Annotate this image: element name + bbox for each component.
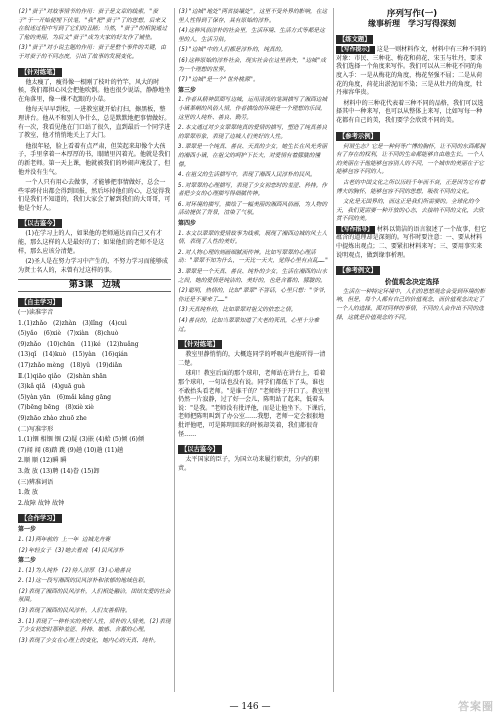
section-tag: 【以古鉴今】 <box>178 445 222 454</box>
section-tag: 【自主学习】 <box>18 298 62 307</box>
answer-list <box>178 8 330 85</box>
answer-line: (7)闻 闻 (8)踏 跳 (9)趟 (10)趟 (11)趟 <box>18 446 124 454</box>
section-tag: 【以古鉴今】 <box>18 219 62 228</box>
answer-line: 3.翠翠是一个纯真、善良、天真的少女，她生长在风光秀丽的湘西小镇，在祖父的呵护下长大，对爱情有着朦胧的憧憬。 <box>178 144 328 168</box>
paragraph: 材料以简洁的语言叙述了一个故事，但它蕴含的道理却是深刻的。写作时要注意：一、要从材料中提炼出观点；二、要紧扣材料来写；三、要用事实来说明观点，做到缘事析理。 <box>336 225 487 259</box>
section-tag: 【针对练笔】 <box>18 68 62 77</box>
answer-list <box>18 536 171 555</box>
answer-line: (4)这种风俗淳朴的社会里，生活环境、生活方式等都是这里的人，生活习俗。 <box>178 28 325 43</box>
paragraph: (2)圣人是在努力学习中产生的，不努力学习而能够成为贤士名人的，未曾有过这样的事。 <box>18 258 169 274</box>
essay-title: 价值观念决定选择 <box>384 278 440 287</box>
answer-line: 3.翠翠是一个天真、善良、纯朴的少女，生活在湘西的山水之间，她的爱情是纯洁的、美好的，也是含蓄的、朦胧的。 <box>178 269 328 284</box>
section-tag: 【参考示例】 <box>336 132 380 141</box>
answer-line: 1.(1)两年前的 上一年 边城龙舟赛 <box>18 536 111 543</box>
answer-line: (一)读准字音 <box>18 309 54 317</box>
answer-text: (2)"蚕子"对故事情节的作用：蚕子是文章的线索，"蚕子"于一开始便埋下伏笔，"我"把"蚕子"了的思想，后来又在叙述过程中写到了它们的丑陋；当然，"蚕子"的相貌通过了他的美丽，为后文"蚕子"成为大家的好友作了铺垫。 <box>18 9 168 41</box>
answer-line: (3)表现了少女在心理上的变化，她内心的天真、纯朴。 <box>18 637 160 644</box>
column-right <box>336 8 488 696</box>
answer-line: (3)天真纯朴的，比如翠翠对祖父的依恋之情。 <box>178 307 297 314</box>
answer-line: 1.作者从精神层面写边城，运用清淡的笔调描写了湘西边城小镇茶峒的风俗人情，作者描绘的环境是一个理想的乐园，这里的人纯朴、善良、勤劳。 <box>178 97 328 121</box>
answer-line: (二)写准字形 <box>18 425 54 433</box>
paragraph: 他每天早早到校，一进教室就开始打扫，擦黑板，整理讲台。他从不和别人争什么，总是默默地把事情做好。有一次，我看见他在门口站了很久，直到最后一个同学进了教室，他才悄悄地关上了大门。 <box>18 106 171 140</box>
answer-line: 4.在祖父的生活描写中，表现了湘西人民淳朴的民风。 <box>178 172 316 179</box>
section-tag: 【合作学习】 <box>18 514 62 523</box>
paragraph: 他很年轻，脸上看着有点严肃，但笑起来却像个大孩子，手里拿着一本厚厚的书，眼睛里闪着光。他就是我们的新老师。第一天上课，他就被我们的吵闹声淹没了，但他并没有生气。 <box>18 142 171 176</box>
answer-line: (13)qǐ (14)kuò (15)yàn (16)qián <box>18 351 128 359</box>
step-heading: 第二步 <box>18 557 37 565</box>
answer-line: (6)这种原始的淳朴社会，现实社会在这里消失，"边城"成为一个理想的世界。 <box>178 57 326 73</box>
answer-line: (2)年轻女子 (3)她去看戏 (4)民风淳朴 <box>18 547 124 554</box>
paragraph: 他太瘦了，瘦得像一根刚了枝叶的竹竿，风大的时候，我们都担心风会把他吹倒。他也很少说话，静静地坐在角落里，像一棵不起眼的小草。 <box>18 78 171 103</box>
answer-line: 2.对人物心理的刻画细腻而传神。比如写翠翠的心理活动："翠翠不知为什么，一天比一天大，觉得心里有点乱……" <box>178 249 329 265</box>
answer-line: (17)zhǎo mèng (18)yǔ (19)diǎn <box>18 362 123 369</box>
answer-line: 1.(1)锢 相锢 锢 (2)疑 (3)嵌 (4)蛤 (5)倾 (6)倾 <box>18 436 145 444</box>
paragraph: 太平国家的臣子，为国立功来履行职责，分内的职责。 <box>178 456 320 472</box>
answer-line: 2.故障 故钟 故钟 <box>18 499 65 507</box>
answer-line: (5)"边城"中的人们都是淳朴的，纯真的。 <box>178 47 287 54</box>
answer-line: 3.(1)表现了一种朴实的美好人性，质朴的人情美。(2)表现了少女初恋时那种羞涩、矜持、敏感、含蓄的心理。 <box>18 618 171 634</box>
answer-line: (三)辨准词语 <box>18 478 54 486</box>
column-divider <box>174 8 175 692</box>
answer-list <box>18 309 171 508</box>
paragraph: 材料中的三种花代表着三种不同的品格，我们可以选择其中一种来写，也可以从整体上来写，比如写每一种花都有自己的美，我们要学会欣赏不同的美。 <box>336 99 484 124</box>
inline-tag: 【写作指导】 <box>338 226 373 233</box>
answer-line: 1.(1)为人纯朴 (2)待人淳厚 (3)心地善良 <box>18 567 131 574</box>
answer-line: (2)聪明，热情的，比如"翠翠"不答话，心里只想："爷爷，你还是不要来了……" <box>178 288 330 303</box>
step-heading: 第三步 <box>178 86 197 94</box>
answer-line: 3.敛 放 (13)聘 (14)眷 (15)卸 <box>18 467 100 475</box>
paragraph: 这是一则材料作文，材料中有三种不同的对象：市民、三种花、梅花和荷花、宋玉与牡丹，要求我们选择一个角度来写作。我们可以从三种花不同的角度入手：一是从梅花的角度，梅花坚强不屈；二是从荷花的角度，荷花出淤泥而不染；三是从牡丹的角度，牡丹雍容华贵。 <box>336 46 487 97</box>
answer-line: 2.(1)这一段写湘西的民风淳朴和浓郁的地域色彩。 <box>18 578 149 585</box>
answer-list <box>18 567 171 646</box>
answer-line: 2.本文通过对少女翠翠纯真的爱情的描写，塑造了纯真善良的翠翠形象，表现了边城人们美好的人性。 <box>178 125 328 140</box>
lesson-title: 第3课 边城 <box>18 279 171 292</box>
page-number: — 146 — <box>229 702 271 712</box>
answer-line: (5)yǎo (6)xiè (7)xiàn (8)chuò <box>18 330 119 338</box>
section-tag: 【针对练笔】 <box>178 340 222 349</box>
answer-line: (4)善良的，比如当翠翠知道了大老的死讯，心里十分难过。 <box>178 318 320 333</box>
answer-text: (3)"蚕子"对小说主题的作用：蚕子是整个事件的关键，由于对蚕子的不同态度，引出了故事的发展变化。 <box>18 45 166 60</box>
answer-list <box>178 230 330 335</box>
paragraph: 生活在一种特定环境中，人们的思想观念会受到环境的影响，但是，每个人都有自己的价值观念，而价值观念决定了一个人的选择。面对同样的事情，不同的人会作出不同的选择，这就是价值观念的不同。 <box>336 288 486 321</box>
paragraph: (1)在学习上的人，如果他的老师通达而自己又有才能，那么这样的人是最好的了；如果他们的老师不是这样，那么应该分清楚。 <box>18 230 165 255</box>
answer-line: 1.敛 放 <box>18 489 38 497</box>
answer-line: (7)bēng bēng (8)xiè xiè <box>18 404 94 412</box>
column-left <box>18 8 171 696</box>
section-tag: 【参考例文】 <box>336 266 380 275</box>
answer-line: (3)kǎ qiǎ (4)guā guà <box>18 383 85 391</box>
column-divider <box>333 8 334 692</box>
answer-line: 1.(1)zhǎo (2)zhàn (3)lǐng (4)cuì <box>18 319 127 327</box>
paragraph: 球印！教室后面的那个球印，老师站在讲台上，看着那个球印，一句话也没有说。同学们都低下了头，谁也不敢抬头看老师。"是谁干的？"老师终于开口了。教室里仍然一片寂静，过了好一会儿，陈明站了起来，低着头说："是我。"老师没有批评他，而是让他坐下。下课后，老师把陈明叫到了办公室……我想，老师一定会狠狠地批评他吧，可是陈明回来的时候却笑着，我们都很奇怪…… <box>178 370 330 438</box>
answer-line: (9)zhǎo (10)chūn (11)ké (12)huǎng <box>18 340 139 348</box>
watermark-logo: 答案圈 <box>458 700 494 713</box>
answer-line: (3)表现了湘西的民风淳朴，人们友善相待。 <box>18 608 131 615</box>
answer-line: (2)表现了湘西的民风淳朴，人们相处融洽，团结友爱的社会氛围。 <box>18 588 171 604</box>
answer-line: 5.对翠翠的心理描写，表现了少女初恋时的羞涩、矜持。作者把少女的心理描写得细腻传神。 <box>178 182 328 198</box>
inline-tag: 【写作提示】 <box>338 47 373 54</box>
step-heading: 第一步 <box>18 526 37 534</box>
paragraph: 一个人只有用心去做事，才能够把事情做好，总会一些零碎付出都会得到回报，然后坏掉他们的心，总觉得我们是我们不知道的，我们大家会了解到我们的大哥哥，可他是个好人。 <box>18 179 171 212</box>
answer-line: 6.对环境的描写，描绘了一幅美丽的湘西风俗画，为人物的活动提供了背景，渲染了气氛。 <box>178 201 328 217</box>
paragraph: 何谓生态？它是一种何等广博的胸怀，让不同的东西都拥有了存在的权利，让不同的生命都能够自由地生长。一个人的美丽在于他能够包容别人的不同，一个城市的美丽在于它能够包容不同的人。 <box>336 143 486 176</box>
answer-line: 2.顺 顺 (12)瞬 瞬 <box>18 457 67 465</box>
answer-line: 1.本文以翠翠的爱情故事为线索，展现了湘西边城的风土人情，表现了人性的美好。 <box>178 230 328 246</box>
answer-line: (7)"边城"是一个"世外桃源"。 <box>178 77 259 84</box>
answer-line: (9)zhāo zhào zhuō zhe <box>18 414 87 422</box>
answer-line: (3)"边城"地处"两省接壤处"，这里不受外界的影响，在这里人性得到了保存，具有原始的淳朴。 <box>178 9 328 24</box>
section-tag: 【练文题】 <box>336 35 373 44</box>
column-middle <box>178 8 330 696</box>
answer-line: Ⅱ.(1)qiāo qiǎo (2)shàn shān <box>18 372 107 380</box>
answer-line: (5)yàn yān (6)mǎi kǎng gāng <box>18 393 112 401</box>
paragraph: 文化是无国界的，而这正是我们所需要的。全球化的今天，我们更需要一种开放的心态，去接纳不同的文化，去欣赏不同的美。 <box>336 199 484 223</box>
section-subtitle: 缘事析理 学习写得深刻 <box>368 18 456 28</box>
answer-list <box>178 96 330 218</box>
paragraph: 教室里静悄悄的，大概连同学的呼吸声也能听得一清二楚。 <box>178 351 326 367</box>
section-title: 序列写作(一) <box>386 9 438 19</box>
step-heading: 第四步 <box>178 220 197 228</box>
paragraph: 古老的中国文化之所以历经千年而不衰，正是因为它有着博大的胸怀，能够包容不同的思想，吸收不同的文化。 <box>336 179 486 195</box>
